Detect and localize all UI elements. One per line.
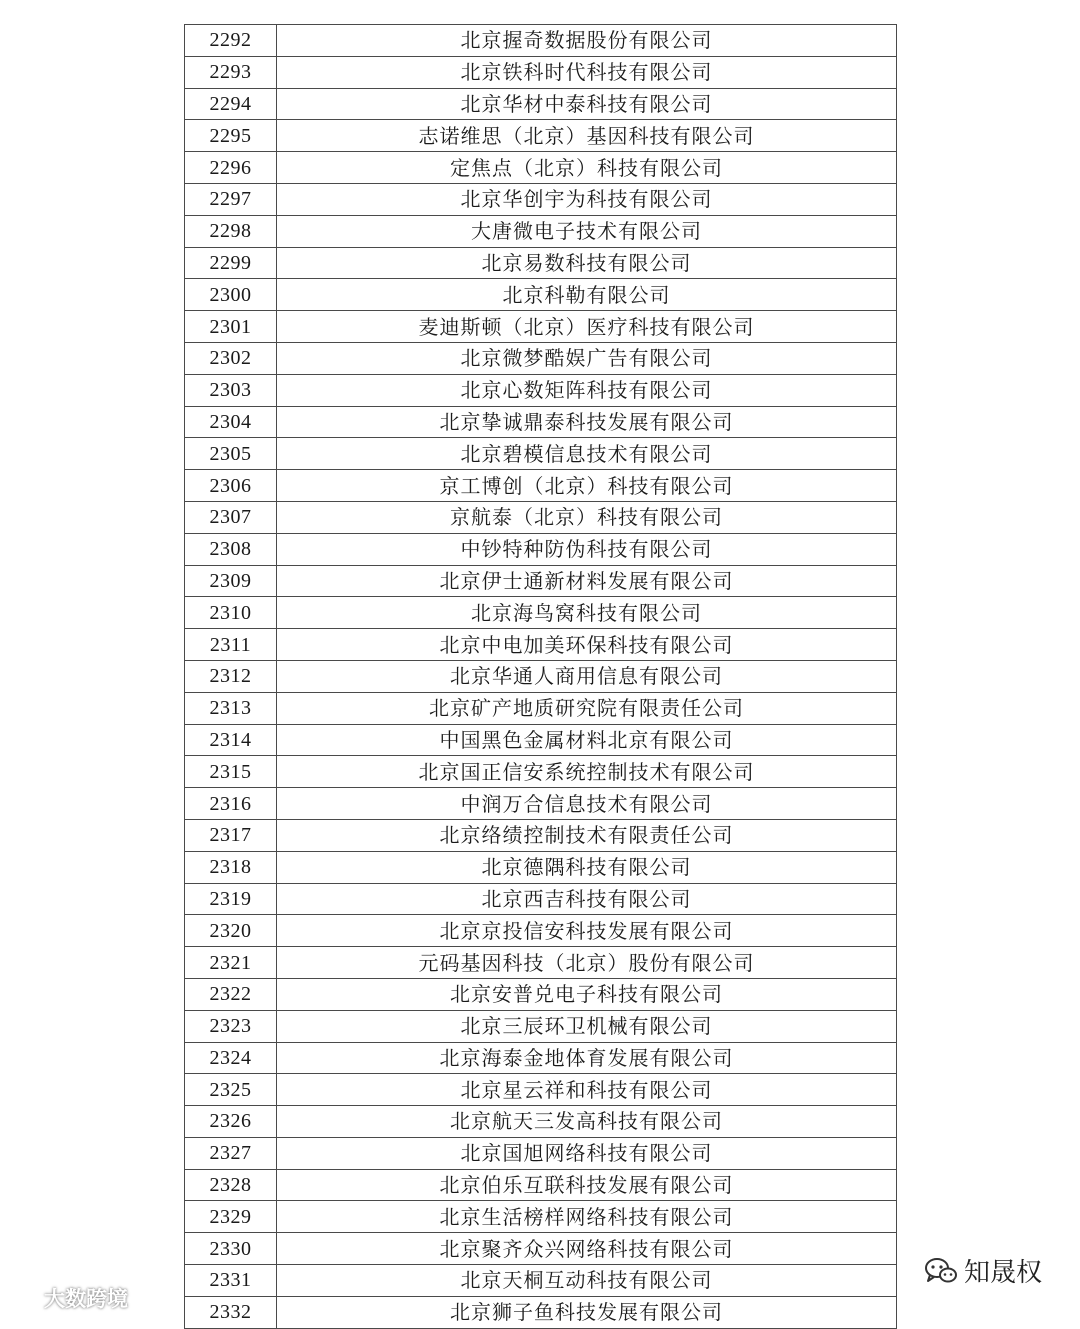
company-name-cell: 北京航天三发高科技有限公司 (277, 1106, 897, 1138)
company-name-cell: 北京狮子鱼科技发展有限公司 (277, 1296, 897, 1328)
row-number-cell: 2322 (185, 978, 277, 1010)
table-row (185, 152, 897, 184)
company-name-cell: 北京国旭网络科技有限公司 (277, 1137, 897, 1169)
company-name-cell: 北京聚齐众兴网络科技有限公司 (277, 1233, 897, 1265)
company-name-cell: 北京华创宇为科技有限公司 (277, 183, 897, 215)
company-name-cell: 麦迪斯顿（北京）医疗科技有限公司 (277, 311, 897, 343)
row-number-cell: 2303 (185, 374, 277, 406)
row-number-cell: 2315 (185, 756, 277, 788)
company-name-cell: 北京中电加美环保科技有限公司 (277, 629, 897, 661)
row-number-cell: 2326 (185, 1106, 277, 1138)
company-name-cell: 北京铁科时代科技有限公司 (277, 56, 897, 88)
table-row (185, 56, 897, 88)
row-number-cell: 2318 (185, 851, 277, 883)
table-row (185, 565, 897, 597)
company-name-cell: 北京碧模信息技术有限公司 (277, 438, 897, 470)
row-number-cell: 2329 (185, 1201, 277, 1233)
table-row (185, 247, 897, 279)
row-number-cell: 2297 (185, 183, 277, 215)
company-name-cell: 北京微梦酷娱广告有限公司 (277, 342, 897, 374)
table-row (185, 1233, 897, 1265)
table-row (185, 724, 897, 756)
row-number-cell: 2317 (185, 819, 277, 851)
company-name-cell: 北京伯乐互联科技发展有限公司 (277, 1169, 897, 1201)
company-name-cell: 志诺维思（北京）基因科技有限公司 (277, 120, 897, 152)
company-name-cell: 北京生活榜样网络科技有限公司 (277, 1201, 897, 1233)
table-row (185, 501, 897, 533)
table-row (185, 1265, 897, 1297)
row-number-cell: 2325 (185, 1074, 277, 1106)
row-number-cell: 2296 (185, 152, 277, 184)
company-name-cell: 定焦点（北京）科技有限公司 (277, 152, 897, 184)
row-number-cell: 2293 (185, 56, 277, 88)
table-row (185, 1169, 897, 1201)
row-number-cell: 2330 (185, 1233, 277, 1265)
table-row (185, 819, 897, 851)
watermark-left (8, 1283, 128, 1313)
row-number-cell: 2307 (185, 501, 277, 533)
company-name-cell: 中润万合信息技术有限公司 (277, 788, 897, 820)
company-name-cell: 北京心数矩阵科技有限公司 (277, 374, 897, 406)
table-row (185, 1201, 897, 1233)
table-row (185, 533, 897, 565)
company-name-cell: 北京西吉科技有限公司 (277, 883, 897, 915)
table-row (185, 88, 897, 120)
company-name-cell: 北京科勒有限公司 (277, 279, 897, 311)
table-row (185, 279, 897, 311)
company-name-cell: 北京矿产地质研究院有限责任公司 (277, 692, 897, 724)
row-number-cell: 2320 (185, 915, 277, 947)
table-row (185, 978, 897, 1010)
weibo-icon (8, 1286, 38, 1310)
wechat-icon (924, 1256, 958, 1286)
row-number-cell: 2331 (185, 1265, 277, 1297)
row-number-cell: 2301 (185, 311, 277, 343)
company-name-cell: 北京握奇数据股份有限公司 (277, 25, 897, 57)
table-row (185, 438, 897, 470)
company-name-cell: 京工博创（北京）科技有限公司 (277, 470, 897, 502)
row-number-cell: 2321 (185, 947, 277, 979)
row-number-cell: 2304 (185, 406, 277, 438)
table-row (185, 342, 897, 374)
table-row (185, 883, 897, 915)
row-number-cell: 2323 (185, 1010, 277, 1042)
table-row (185, 215, 897, 247)
row-number-cell: 2332 (185, 1296, 277, 1328)
table-row (185, 597, 897, 629)
row-number-cell: 2309 (185, 565, 277, 597)
table-row (185, 311, 897, 343)
company-name-cell: 北京华通人商用信息有限公司 (277, 660, 897, 692)
table-row (185, 1137, 897, 1169)
row-number-cell: 2292 (185, 25, 277, 57)
table-row (185, 692, 897, 724)
company-list-table (184, 24, 897, 1329)
row-number-cell: 2327 (185, 1137, 277, 1169)
table-row (185, 1296, 897, 1328)
company-name-cell: 北京天桐互动科技有限公司 (277, 1265, 897, 1297)
company-name-cell: 中钞特种防伪科技有限公司 (277, 533, 897, 565)
table-row (185, 1074, 897, 1106)
row-number-cell: 2314 (185, 724, 277, 756)
row-number-cell: 2302 (185, 342, 277, 374)
company-name-cell: 大唐微电子技术有限公司 (277, 215, 897, 247)
company-name-cell: 北京海泰金地体育发展有限公司 (277, 1042, 897, 1074)
table-row (185, 1010, 897, 1042)
company-name-cell: 中国黑色金属材料北京有限公司 (277, 724, 897, 756)
table-row (185, 1042, 897, 1074)
company-name-cell: 北京海鸟窝科技有限公司 (277, 597, 897, 629)
row-number-cell: 2311 (185, 629, 277, 661)
row-number-cell: 2319 (185, 883, 277, 915)
company-name-cell: 北京挚诚鼎泰科技发展有限公司 (277, 406, 897, 438)
company-name-cell: 北京易数科技有限公司 (277, 247, 897, 279)
table-row (185, 915, 897, 947)
table-row (185, 374, 897, 406)
row-number-cell: 2305 (185, 438, 277, 470)
company-name-cell: 北京华材中泰科技有限公司 (277, 88, 897, 120)
watermark-right-text: 知晟权 (964, 1258, 1043, 1288)
row-number-cell: 2295 (185, 120, 277, 152)
company-name-cell: 元码基因科技（北京）股份有限公司 (277, 947, 897, 979)
table-row (185, 947, 897, 979)
row-number-cell: 2310 (185, 597, 277, 629)
table-row (185, 756, 897, 788)
row-number-cell: 2324 (185, 1042, 277, 1074)
company-list-body (185, 25, 897, 1329)
table-row (185, 470, 897, 502)
row-number-cell: 2308 (185, 533, 277, 565)
table-row (185, 25, 897, 57)
company-name-cell: 北京京投信安科技发展有限公司 (277, 915, 897, 947)
company-name-cell: 北京国正信安系统控制技术有限公司 (277, 756, 897, 788)
row-number-cell: 2298 (185, 215, 277, 247)
row-number-cell: 2328 (185, 1169, 277, 1201)
company-name-cell: 北京伊士通新材料发展有限公司 (277, 565, 897, 597)
table-row (185, 120, 897, 152)
company-name-cell: 北京三辰环卫机械有限公司 (277, 1010, 897, 1042)
table-row (185, 406, 897, 438)
watermark-left-text: 大数跨境 (44, 1287, 128, 1311)
table-row (185, 183, 897, 215)
company-name-cell: 北京德隅科技有限公司 (277, 851, 897, 883)
table-row (185, 788, 897, 820)
company-name-cell: 北京星云祥和科技有限公司 (277, 1074, 897, 1106)
row-number-cell: 2312 (185, 660, 277, 692)
company-name-cell: 北京安普兑电子科技有限公司 (277, 978, 897, 1010)
row-number-cell: 2316 (185, 788, 277, 820)
company-name-cell: 北京络绩控制技术有限责任公司 (277, 819, 897, 851)
row-number-cell: 2313 (185, 692, 277, 724)
row-number-cell: 2306 (185, 470, 277, 502)
row-number-cell: 2294 (185, 88, 277, 120)
row-number-cell: 2299 (185, 247, 277, 279)
row-number-cell: 2300 (185, 279, 277, 311)
watermark-right (924, 1252, 1042, 1289)
company-name-cell: 京航泰（北京）科技有限公司 (277, 501, 897, 533)
table-row (185, 629, 897, 661)
table-row (185, 1106, 897, 1138)
table-row (185, 851, 897, 883)
table-row (185, 660, 897, 692)
